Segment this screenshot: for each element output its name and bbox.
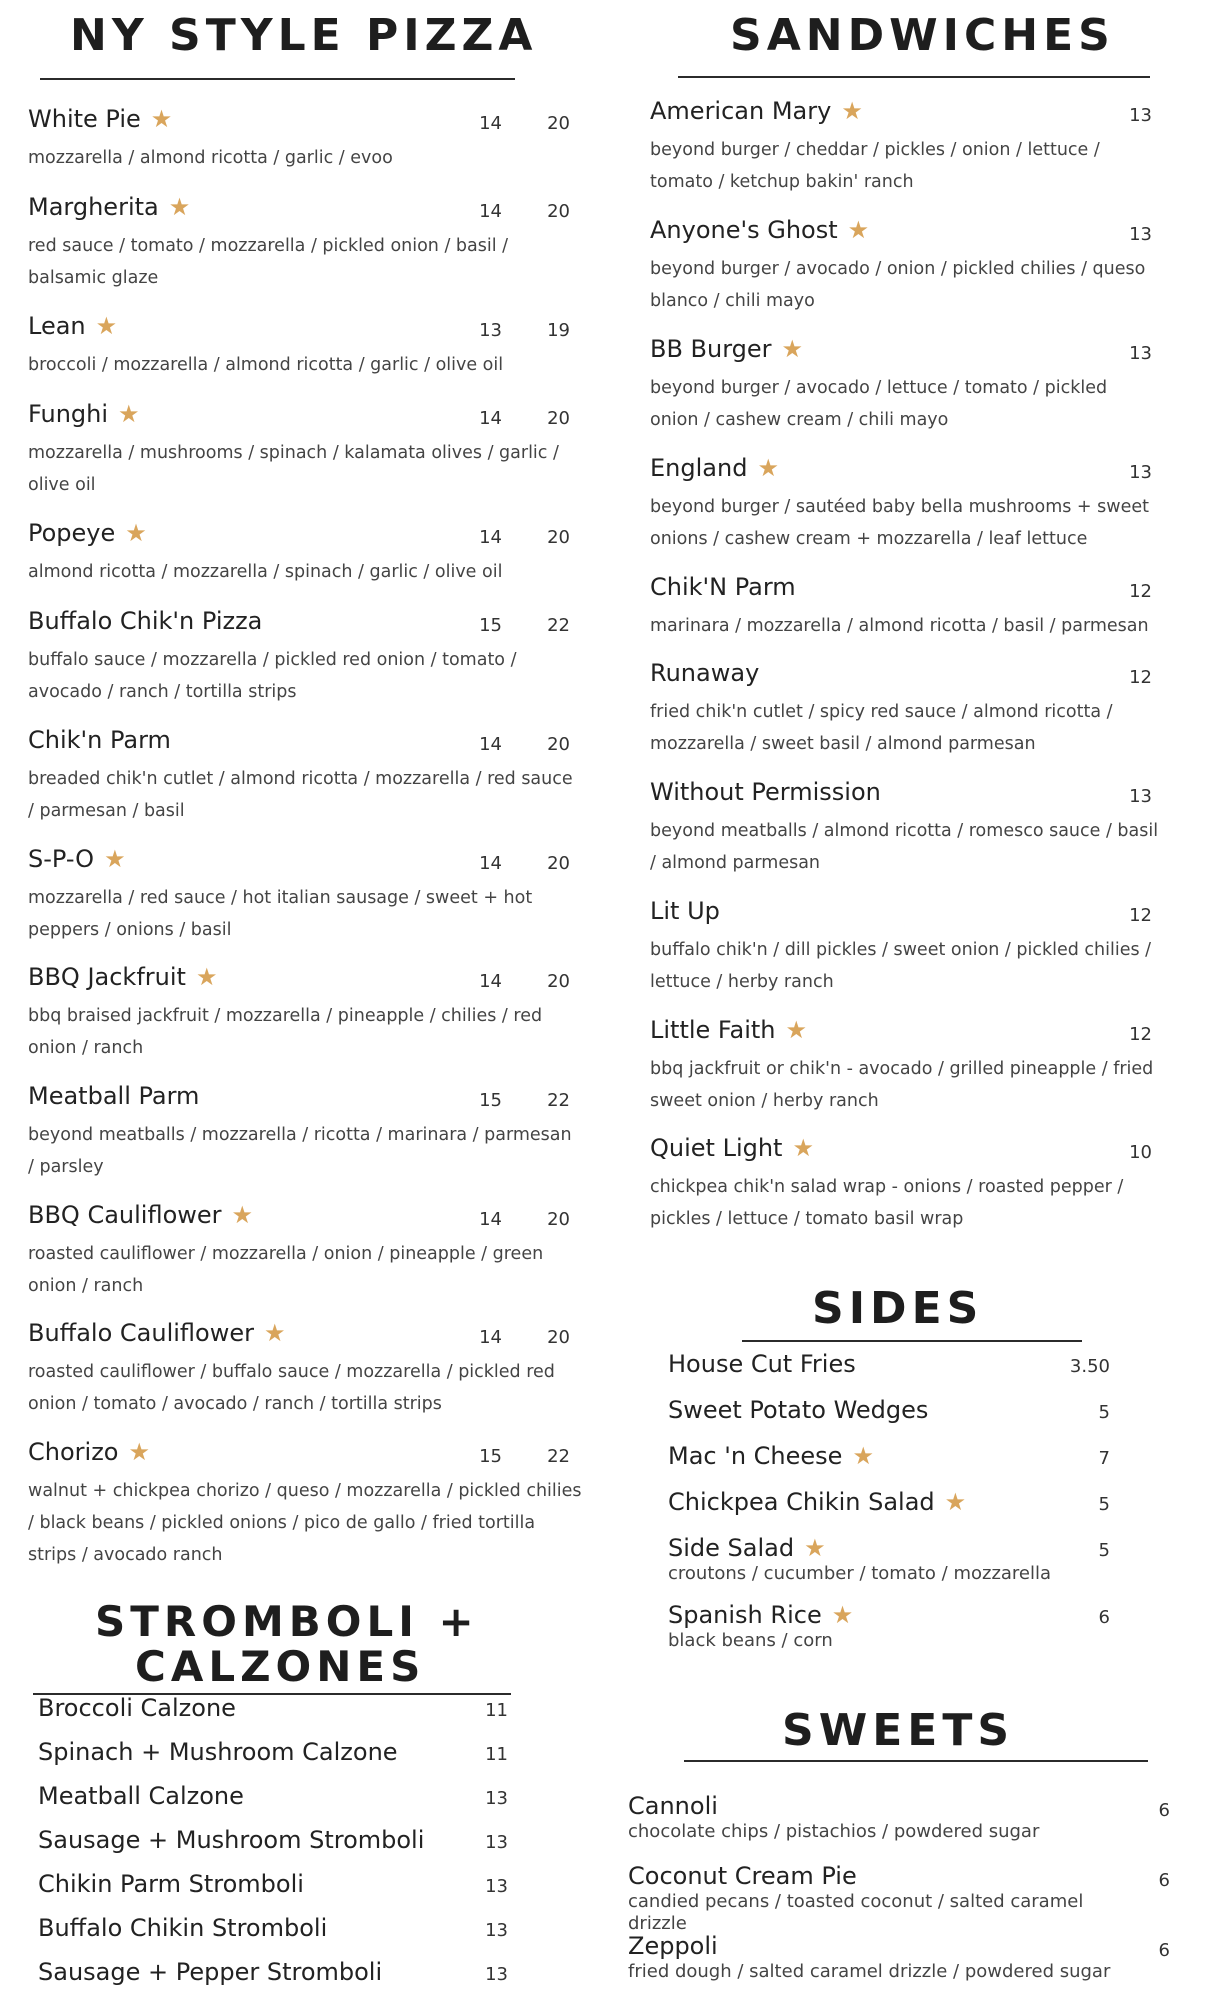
sweet-item-description: fried dough / salted caramel drizzle / powdered sugar	[628, 1961, 1111, 1982]
sweet-price: 6	[1158, 1800, 1170, 1821]
star-icon: ★	[231, 1201, 254, 1229]
side-price: 7	[1098, 1448, 1110, 1469]
item-name-text: Runaway	[650, 659, 760, 687]
side-item-name	[668, 1350, 856, 1378]
pizza-price-small: 15	[479, 1090, 502, 1111]
pizza-item-description: roasted cauliflower / mozzarella / onion / pineapple / green onion / ranch	[28, 1244, 544, 1296]
side-item-name	[668, 1601, 853, 1629]
pizza-item-name	[28, 193, 190, 221]
sides-section-title: SIDES	[812, 1283, 984, 1334]
item-name-text: S-P-O	[28, 845, 95, 873]
sandwich-item-name	[650, 216, 869, 244]
pizza-price-small: 15	[479, 1446, 502, 1467]
pizza-item-name	[28, 845, 126, 873]
pizza-item-description: mozzarella / mushrooms / spinach / kalamata olives / garlic / olive oil	[28, 443, 559, 495]
item-name-text: House Cut Fries	[668, 1350, 856, 1378]
item-name-text: Without Permission	[650, 778, 881, 806]
pizza-title-rule	[40, 78, 515, 80]
sweets-title-rule	[684, 1760, 1148, 1762]
pizza-price-small: 14	[479, 1209, 502, 1230]
item-name-text: BBQ Cauliflower	[28, 1201, 222, 1229]
star-icon: ★	[95, 312, 118, 340]
item-name-text: Spanish Rice	[668, 1601, 822, 1629]
side-price: 6	[1098, 1607, 1110, 1628]
star-icon: ★	[847, 216, 870, 244]
pizza-price-large: 20	[547, 734, 570, 755]
star-icon: ★	[944, 1488, 967, 1516]
star-icon: ★	[841, 97, 863, 125]
side-price: 5	[1098, 1402, 1110, 1423]
sandwich-item-description: beyond burger / avocado / onion / pickled chilies / queso blanco / chili mayo	[650, 259, 1146, 311]
side-item-description: croutons / cucumber / tomato / mozzarella	[668, 1563, 1052, 1584]
pizza-price-small: 15	[479, 615, 502, 636]
pizza-item-name	[28, 1319, 286, 1347]
pizza-section-title: NY STYLE PIZZA	[70, 10, 538, 61]
star-icon: ★	[150, 105, 173, 133]
stromboli-item-name: Buffalo Chikin Stromboli	[38, 1914, 328, 1942]
side-price: 5	[1098, 1494, 1110, 1515]
pizza-item-description: almond ricotta / mozzarella / spinach / garlic / olive oil	[28, 562, 503, 582]
pizza-item-description: mozzarella / almond ricotta / garlic / evoo	[28, 148, 393, 168]
pizza-price-large: 20	[547, 527, 570, 548]
sandwich-item-name	[650, 454, 779, 482]
sandwich-item-description: chickpea chik'n salad wrap - onions / roasted pepper / pickles / lettuce / tomato basil wrap	[650, 1177, 1124, 1229]
star-icon: ★	[785, 1016, 808, 1044]
sides-title-rule	[742, 1340, 1082, 1342]
sweet-item-description: chocolate chips / pistachios / powdered sugar	[628, 1821, 1040, 1842]
item-name-text: Lean	[28, 312, 86, 340]
pizza-item-description: broccoli / mozzarella / almond ricotta / garlic / olive oil	[28, 355, 504, 375]
pizza-price-large: 20	[547, 201, 570, 222]
star-icon: ★	[125, 519, 147, 547]
pizza-price-small: 14	[479, 201, 502, 222]
sweet-price: 6	[1158, 1940, 1170, 1961]
pizza-item-description: walnut + chickpea chorizo / queso / mozzarella / pickled chilies / black beans / pickled onions / pico de gallo / fried tortilla strips / avocado ranch	[28, 1481, 582, 1565]
sweet-item-name: Zeppoli	[628, 1932, 718, 1960]
side-item-name	[668, 1488, 966, 1516]
pizza-price-small: 14	[479, 113, 502, 134]
sweet-item-name: Cannoli	[628, 1792, 718, 1820]
item-name-text: Lit Up	[650, 897, 720, 925]
stromboli-item-name: Sausage + Mushroom Stromboli	[38, 1826, 425, 1854]
pizza-item-name	[28, 726, 171, 754]
sandwiches-section-title: SANDWICHES	[730, 10, 1115, 61]
star-icon: ★	[128, 1438, 150, 1466]
item-name-text: Popeye	[28, 519, 116, 547]
sandwich-item-name	[650, 778, 881, 806]
stromboli-item-name: Broccoli Calzone	[38, 1694, 236, 1722]
sandwich-price: 13	[1129, 224, 1152, 245]
pizza-item-name	[28, 1438, 150, 1466]
star-icon: ★	[263, 1319, 286, 1347]
side-item-name	[668, 1442, 874, 1470]
pizza-price-large: 22	[547, 615, 570, 636]
pizza-item-description: breaded chik'n cutlet / almond ricotta / mozzarella / red sauce / parmesan / basil	[28, 769, 573, 821]
item-name-text: Chorizo	[28, 1438, 119, 1466]
pizza-price-small: 14	[479, 408, 502, 429]
pizza-item-name	[28, 105, 172, 133]
stromboli-section-title-line2: CALZONES	[135, 1642, 426, 1691]
pizza-item-description: bbq braised jackfruit / mozzarella / pineapple / chilies / red onion / ranch	[28, 1006, 543, 1058]
item-name-text: Side Salad	[668, 1534, 795, 1562]
stromboli-price: 13	[485, 1964, 508, 1985]
pizza-price-large: 20	[547, 408, 570, 429]
item-name-text: Margherita	[28, 193, 159, 221]
sandwich-item-description: bbq jackfruit or chik'n - avocado / grilled pineapple / fried sweet onion / herby ranch	[650, 1059, 1154, 1111]
item-name-text: White Pie	[28, 105, 141, 133]
item-name-text: Mac 'n Cheese	[668, 1442, 843, 1470]
pizza-price-large: 22	[547, 1446, 570, 1467]
stromboli-price: 13	[485, 1920, 508, 1941]
star-icon: ★	[168, 193, 191, 221]
star-icon: ★	[781, 335, 804, 363]
item-name-text: Anyone's Ghost	[650, 216, 838, 244]
item-name-text: BBQ Jackfruit	[28, 963, 186, 991]
item-name-text: Funghi	[28, 400, 109, 428]
pizza-item-description: buffalo sauce / mozzarella / pickled red onion / tomato / avocado / ranch / tortilla strips	[28, 650, 517, 702]
sandwich-price: 10	[1129, 1142, 1152, 1163]
side-price: 5	[1098, 1540, 1110, 1561]
pizza-price-large: 20	[547, 113, 570, 134]
side-item-name	[668, 1534, 826, 1562]
stromboli-item-name: Sausage + Pepper Stromboli	[38, 1958, 383, 1986]
sandwich-price: 13	[1129, 786, 1152, 807]
pizza-item-name	[28, 519, 147, 547]
sandwich-price: 12	[1129, 581, 1152, 602]
sandwich-price: 13	[1129, 343, 1152, 364]
stromboli-item-name: Chikin Parm Stromboli	[38, 1870, 304, 1898]
sandwich-price: 12	[1129, 1024, 1152, 1045]
sandwich-item-description: beyond meatballs / almond ricotta / romesco sauce / basil / almond parmesan	[650, 821, 1159, 873]
item-name-text: Quiet Light	[650, 1134, 783, 1162]
item-name-text: Buffalo Chik'n Pizza	[28, 607, 263, 635]
item-name-text: England	[650, 454, 748, 482]
sandwich-item-name	[650, 1016, 807, 1044]
star-icon: ★	[852, 1442, 874, 1470]
pizza-price-large: 20	[547, 971, 570, 992]
sweet-item-description: candied pecans / toasted coconut / salted caramel drizzle	[628, 1891, 1084, 1934]
stromboli-price: 13	[485, 1876, 508, 1897]
item-name-text: Sweet Potato Wedges	[668, 1396, 929, 1424]
star-icon: ★	[804, 1534, 826, 1562]
pizza-price-small: 14	[479, 527, 502, 548]
side-price: 3.50	[1069, 1356, 1110, 1377]
star-icon: ★	[104, 845, 126, 873]
pizza-price-small: 13	[479, 320, 502, 341]
pizza-price-small: 14	[479, 853, 502, 874]
sandwiches-title-rule	[678, 76, 1150, 78]
pizza-item-name	[28, 607, 262, 635]
pizza-item-name	[28, 312, 117, 340]
pizza-price-large: 20	[547, 1327, 570, 1348]
pizza-price-small: 14	[479, 734, 502, 755]
stromboli-price: 11	[485, 1700, 508, 1721]
star-icon: ★	[757, 454, 779, 482]
sandwich-item-description: fried chik'n cutlet / spicy red sauce / almond ricotta / mozzarella / sweet basil / almond parmesan	[650, 702, 1113, 754]
stromboli-price: 13	[485, 1832, 508, 1853]
pizza-item-name	[28, 1082, 199, 1110]
sandwich-item-name	[650, 1134, 814, 1162]
pizza-item-name	[28, 963, 217, 991]
sweet-item-name: Coconut Cream Pie	[628, 1862, 857, 1890]
pizza-item-name	[28, 400, 140, 428]
pizza-price-large: 20	[547, 853, 570, 874]
pizza-price-small: 14	[479, 1327, 502, 1348]
star-icon: ★	[195, 963, 218, 991]
sandwich-item-description: marinara / mozzarella / almond ricotta / basil / parmesan	[650, 616, 1149, 636]
sweets-section-title: SWEETS	[782, 1705, 1015, 1756]
sandwich-price: 13	[1129, 105, 1152, 126]
item-name-text: Meatball Parm	[28, 1082, 200, 1110]
pizza-item-description: roasted cauliflower / buffalo sauce / mozzarella / pickled red onion / tomato / avocado / ranch / tortilla strips	[28, 1362, 555, 1414]
sandwich-item-description: beyond burger / sautéed baby bella mushrooms + sweet onions / cashew cream + mozzarella / leaf lettuce	[650, 497, 1149, 549]
stromboli-section-title-line1: STROMBOLI +	[95, 1597, 479, 1646]
sweet-price: 6	[1158, 1870, 1170, 1891]
sandwich-item-description: buffalo chik'n / dill pickles / sweet onion / pickled chilies / lettuce / herby ranch	[650, 940, 1152, 992]
star-icon: ★	[831, 1601, 854, 1629]
stromboli-price: 11	[485, 1744, 508, 1765]
star-icon: ★	[792, 1134, 814, 1162]
sandwich-item-name	[650, 97, 863, 125]
pizza-item-description: beyond meatballs / mozzarella / ricotta / marinara / parmesan / parsley	[28, 1125, 572, 1177]
pizza-price-large: 20	[547, 1209, 570, 1230]
item-name-text: Chickpea Chikin Salad	[668, 1488, 935, 1516]
item-name-text: Chik'N Parm	[650, 573, 796, 601]
item-name-text: Buffalo Cauliflower	[28, 1319, 254, 1347]
stromboli-item-name: Spinach + Mushroom Calzone	[38, 1738, 398, 1766]
item-name-text: Chik'n Parm	[28, 726, 171, 754]
sandwich-item-name	[650, 573, 796, 601]
sandwich-price: 12	[1129, 667, 1152, 688]
sandwich-item-name	[650, 335, 803, 363]
sandwich-price: 12	[1129, 905, 1152, 926]
sandwich-price: 13	[1129, 462, 1152, 483]
pizza-item-description: mozzarella / red sauce / hot italian sausage / sweet + hot peppers / onions / basil	[28, 888, 533, 940]
stromboli-item-name: Meatball Calzone	[38, 1782, 244, 1810]
item-name-text: BB Burger	[650, 335, 772, 363]
side-item-name	[668, 1396, 928, 1424]
star-icon: ★	[118, 400, 140, 428]
stromboli-price: 13	[485, 1788, 508, 1809]
sandwich-item-name	[650, 897, 720, 925]
side-item-description: black beans / corn	[668, 1630, 833, 1651]
pizza-price-large: 19	[547, 320, 570, 341]
item-name-text: Little Faith	[650, 1016, 776, 1044]
sandwich-item-description: beyond burger / avocado / lettuce / tomato / pickled onion / cashew cream / chili mayo	[650, 378, 1108, 430]
item-name-text: American Mary	[650, 97, 832, 125]
sandwich-item-name	[650, 659, 759, 687]
pizza-price-small: 14	[479, 971, 502, 992]
pizza-item-name	[28, 1201, 253, 1229]
pizza-item-description: red sauce / tomato / mozzarella / pickled onion / basil / balsamic glaze	[28, 236, 509, 288]
sandwich-item-description: beyond burger / cheddar / pickles / onion / lettuce / tomato / ketchup bakin' ranch	[650, 140, 1100, 192]
pizza-price-large: 22	[547, 1090, 570, 1111]
